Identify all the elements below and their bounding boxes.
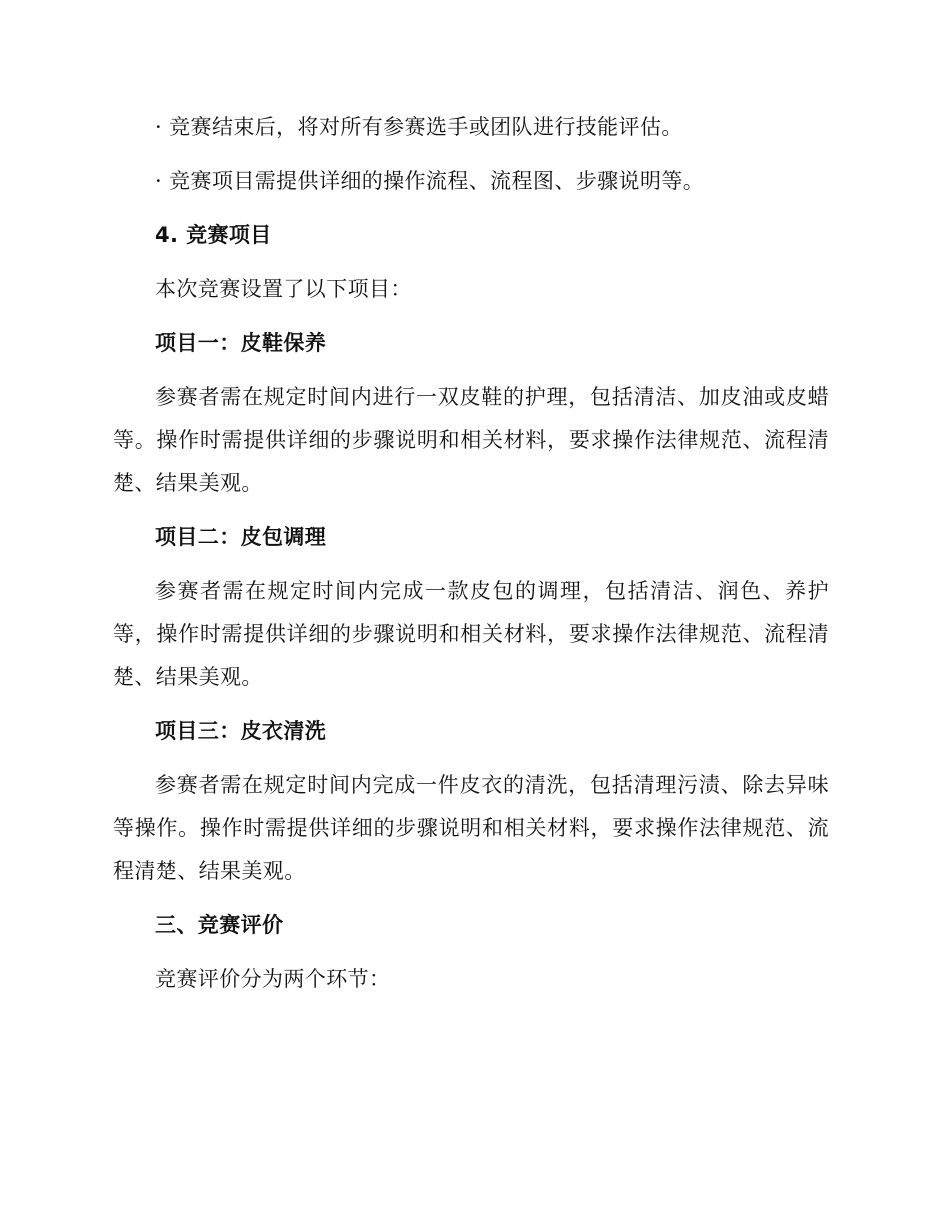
- item-2-heading: 项目二：皮包调理: [155, 525, 327, 549]
- document-body: [113, 106, 829, 1001]
- item-3-heading: 项目三：皮衣清洗: [155, 719, 327, 743]
- section-4-intro: 本次竞赛设置了以下项目：: [155, 277, 412, 301]
- bullet-operation-process: · 竞赛项目需提供详细的操作流程、流程图、步骤说明等。: [155, 169, 705, 193]
- bullet-skill-evaluation: · 竞赛结束后，将对所有参赛选手或团队进行技能评估。: [155, 115, 683, 139]
- section-3-intro: 竞赛评价分为两个环节：: [155, 967, 391, 991]
- item-2-body: 参赛者需在规定时间内完成一款皮包的调理，包括清洁、润色、养护等，操作时需提供详细的步骤说明和相关材料，要求操作法律规范、流程清楚、结果美观。: [113, 579, 829, 689]
- section-3-heading: 三、竞赛评价: [155, 913, 284, 937]
- section-4-heading: 4. 竞赛项目: [155, 223, 272, 247]
- item-3-body: 参赛者需在规定时间内完成一件皮衣的清洗，包括清理污渍、除去异味等操作。操作时需提供详细的步骤说明和相关材料，要求操作法律规范、流程清楚、结果美观。: [113, 773, 829, 883]
- item-1-body: 参赛者需在规定时间内进行一双皮鞋的护理，包括清洁、加皮油或皮蜡等。操作时需提供详细的步骤说明和相关材料，要求操作法律规范、流程清楚、结果美观。: [113, 385, 829, 495]
- item-1-heading: 项目一：皮鞋保养: [155, 331, 327, 355]
